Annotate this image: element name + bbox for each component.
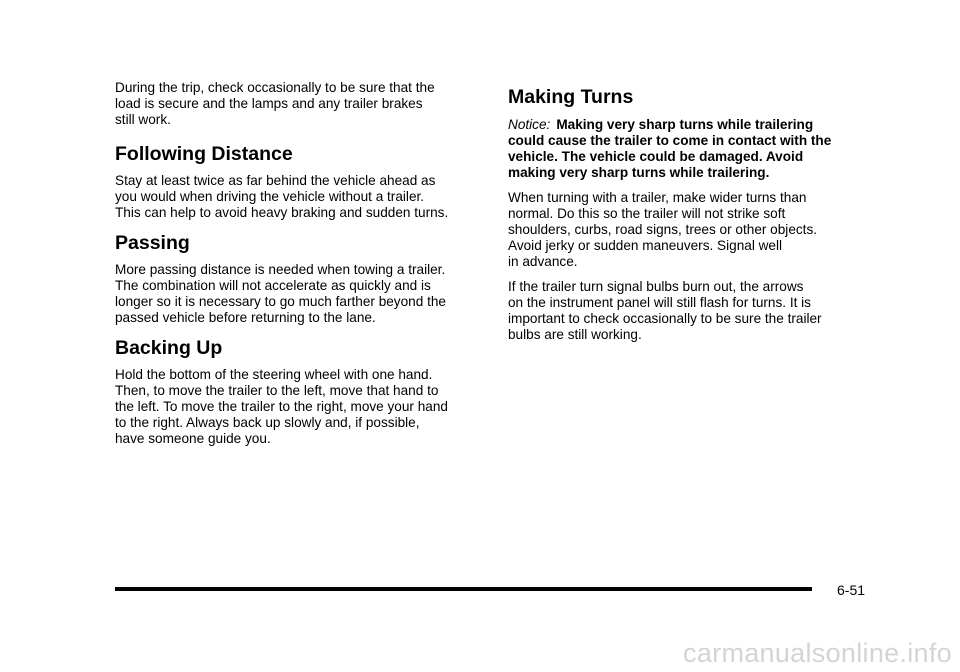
backing-up-paragraph: Hold the bottom of the steering wheel with one hand. Then, to move the trailer to the left, move that hand to the left. To move the trailer to the right, move your hand to the right. Always back up slowly and, if possible, have someone guide you. <box>115 367 448 446</box>
watermark: carmanualsonline.info <box>683 638 952 668</box>
footer-rule <box>115 587 812 591</box>
passing-heading: Passing <box>115 232 190 254</box>
making-turns-paragraph-1: When turning with a trailer, make wider turns than normal. Do this so the trailer will not strike soft shoulders, curbs, road signs, trees or other objects. Avoid jerky or sudden maneuvers. Signal well in advance. <box>508 190 818 269</box>
backing-up-heading: Backing Up <box>115 337 223 359</box>
left-column <box>115 80 483 456</box>
notice-text: Making very sharp turns while trailering could cause the trailer to come in contact with the vehicle. The vehicle could be damaged. Avoid making very sharp turns while trailering. <box>508 117 832 180</box>
making-turns-heading: Making Turns <box>508 86 634 108</box>
intro-paragraph: During the trip, check occasionally to be sure that the load is secure and the lamps and any trailer brakes still work. <box>115 80 435 127</box>
page-number: 6-51 <box>837 582 866 598</box>
passing-paragraph: More passing distance is needed when towing a trailer. The combination will not accelerate as quickly and is longer so it is necessary to go much farther beyond the passed vehicle before returning to the lane. <box>115 262 446 325</box>
making-turns-paragraph-2: If the trailer turn signal bulbs burn out, the arrows on the instrument panel will still flash for turns. It is important to check occasionally to be sure the trailer bulbs are still working. <box>508 279 822 342</box>
notice-label: Notice: <box>508 117 551 132</box>
following-distance-paragraph: Stay at least twice as far behind the vehicle ahead as you would when driving the vehicle without a trailer. This can help to avoid heavy braking and sudden turns. <box>115 173 449 220</box>
right-column <box>508 80 860 352</box>
notice-paragraph <box>508 117 860 181</box>
following-distance-heading: Following Distance <box>115 143 293 165</box>
